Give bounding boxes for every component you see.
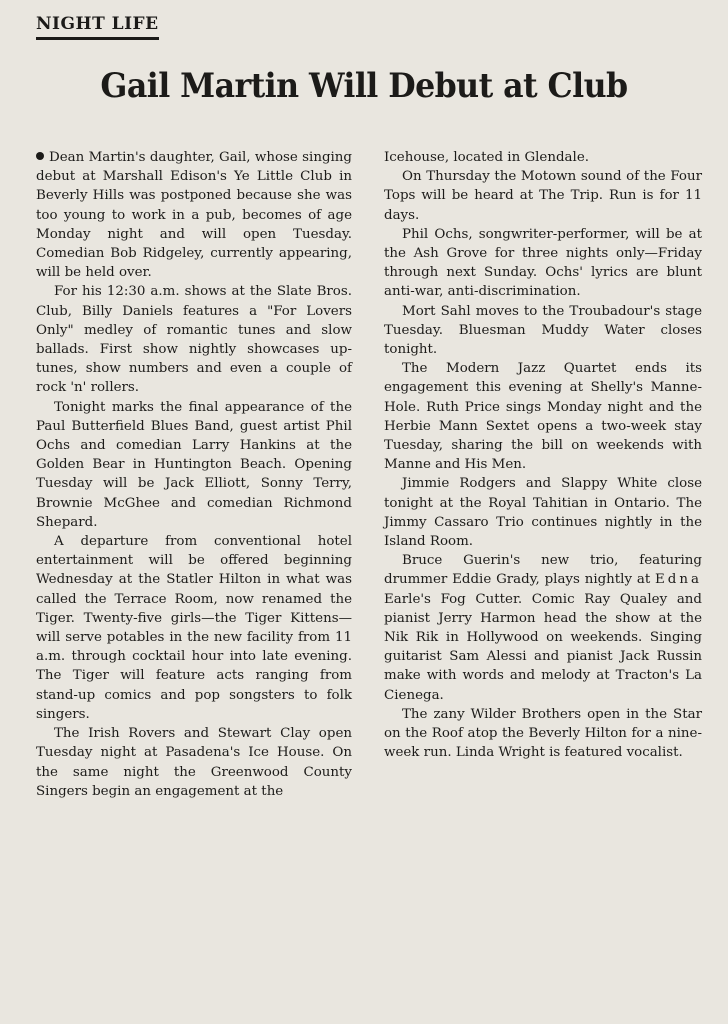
paragraph: Tonight marks the final appearance of the Paul Butterfield Blues Band, guest artist Phil Ochs and comedian Larry Hankins at the Golden Bear in Huntington Beach. Opening Tuesday will be Jack Elliott, Sonny Terry, Brownie McGhee and comedian Richmond Shepard.	[36, 399, 352, 530]
paragraph: Dean Martin's daughter, Gail, whose singing debut at Marshall Edison's Ye Little Club in Beverly Hills was postponed because she was too young to work in a pub, becomes of age Monday night and will open Tuesday. Comedian Bob Ridgeley, currently appearing, will be held over.	[36, 150, 352, 281]
paragraph: The Modern Jazz Quartet ends its engagement this evening at Shelly's Manne-Hole. Ruth Price sings Monday night and the Herbie Mann Sextet opens a two-week stay Tuesday, sharing the bill on weekends with Manne and His Men.	[384, 361, 702, 473]
bullet-icon	[36, 152, 44, 160]
paragraph: Icehouse, located in Glendale.	[384, 150, 590, 165]
left-column	[36, 148, 352, 801]
section-label: NIGHT LIFE	[36, 14, 159, 40]
paragraph: Mort Sahl moves to the Troubadour's stage Tuesday. Bluesman Muddy Water closes tonight.	[384, 303, 702, 358]
headline: Gail Martin Will Debut at Club	[100, 66, 628, 106]
paragraph: For his 12:30 a.m. shows at the Slate Bros. Club, Billy Daniels features a "For Lovers Only" medley of romantic tunes and slow ballads. First show nightly showcases up-tunes, show numbers and even a couple of rock 'n' rollers.	[36, 284, 352, 396]
paragraph: The Irish Rovers and Stewart Clay open Tuesday night at Pasadena's Ice House. On the same night the Greenwood County Singers begin an engagement at the	[36, 726, 352, 799]
right-column	[384, 148, 702, 763]
paragraph: The zany Wilder Brothers open in the Star on the Roof atop the Beverly Hilton for a nine-week run. Linda Wright is featured vocalist.	[384, 706, 702, 761]
paragraph: Jimmie Rodgers and Slappy White close tonight at the Royal Tahitian in Ontario. The Jimmy Cassaro Trio continues nightly in the Island Room.	[384, 476, 702, 550]
paragraph: Phil Ochs, songwriter-performer, will be at the Ash Grove for three nights only—Friday through next Sunday. Ochs' lyrics are blunt anti-war, anti-discrimination.	[384, 226, 702, 300]
paragraph: On Thursday the Motown sound of the Four Tops will be heard at The Trip. Run is for 11 days.	[384, 169, 702, 223]
paragraph: Bruce Guerin's new trio, featuring drummer Eddie Grady, plays nightly at Edna Earle's Fog Cutter. Comic Ray Qualey and pianist Jerry Harmon head the show at the Nik Rik in Hollywood on weekends. Singing guitarist Sam Alessi and pianist Jack Russin make with words and melody at Tracton's La Cienega.	[384, 553, 702, 703]
paragraph: A departure from conventional hotel entertainment will be offered beginning Wednesday at the Statler Hilton in what was called the Terrace Room, now renamed the Tiger. Twenty-five girls—the Tiger Kittens—will serve potables in the new facility from 11 a.m. through cocktail hour into late evening. The Tiger will feature acts ranging from stand-up comics and pop songsters to folk singers.	[36, 534, 352, 722]
